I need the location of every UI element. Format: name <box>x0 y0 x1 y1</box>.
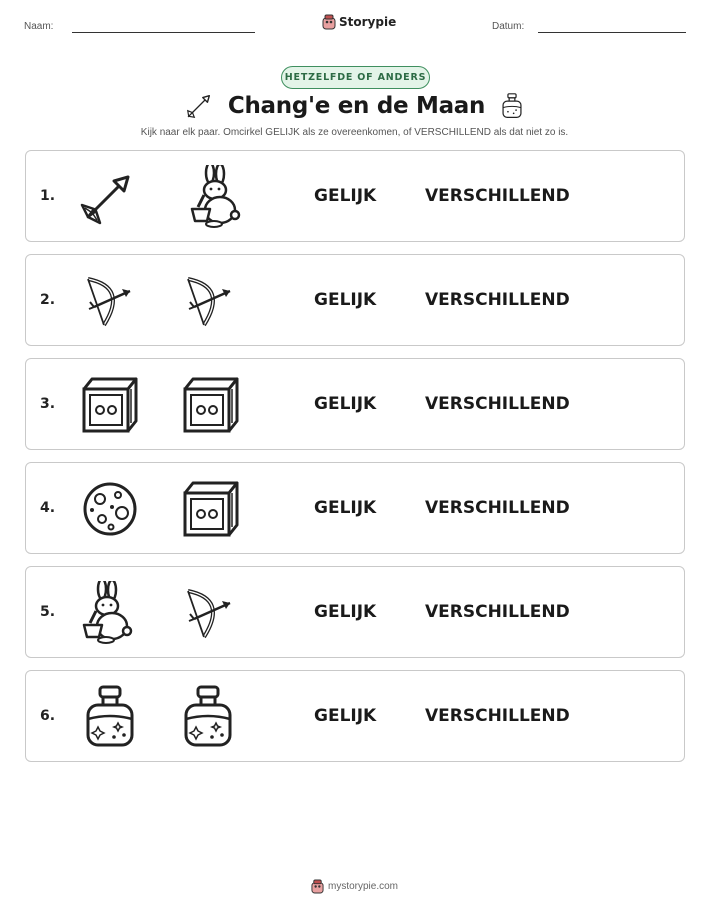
option-gelijk[interactable]: GELIJK <box>314 186 377 206</box>
moon-icon <box>78 477 142 541</box>
option-gelijk[interactable]: GELIJK <box>314 290 377 310</box>
row-number: 6. <box>40 708 56 724</box>
brand <box>322 14 396 30</box>
instructions: Kijk naar elk paar. Omcirkel GELIJK als ze overeenkomen, of VERSCHILLEND als dat niet zo is. <box>140 127 569 138</box>
potion-icon <box>78 685 142 749</box>
option-gelijk[interactable]: GELIJK <box>314 498 377 518</box>
comparison-row <box>25 670 685 762</box>
row-number: 2. <box>40 292 56 308</box>
arrow-icon <box>76 165 140 229</box>
row-number: 4. <box>40 500 56 516</box>
chest-icon <box>179 373 243 437</box>
bow-icon <box>176 269 240 333</box>
storypie-logo-icon <box>311 879 324 894</box>
option-verschillend[interactable]: VERSCHILLEND <box>425 706 570 726</box>
rabbit-icon <box>184 165 248 229</box>
comparison-row <box>25 358 685 450</box>
row-number: 5. <box>40 604 56 620</box>
option-gelijk[interactable]: GELIJK <box>314 602 377 622</box>
name-line[interactable] <box>72 32 255 33</box>
chest-icon <box>179 477 243 541</box>
comparison-row <box>25 566 685 658</box>
option-verschillend[interactable]: VERSCHILLEND <box>425 394 570 414</box>
row-number: 3. <box>40 396 56 412</box>
activity-badge: HETZELFDE OF ANDERS <box>281 66 430 89</box>
option-verschillend[interactable]: VERSCHILLEND <box>425 290 570 310</box>
storypie-logo-icon <box>322 14 336 30</box>
page-title: Chang'e en de Maan <box>227 93 486 119</box>
option-verschillend[interactable]: VERSCHILLEND <box>425 602 570 622</box>
title-row <box>0 90 709 122</box>
option-gelijk[interactable]: GELIJK <box>314 394 377 414</box>
footer <box>0 879 709 894</box>
potion-icon <box>499 90 525 122</box>
comparison-row <box>25 254 685 346</box>
chest-icon <box>78 373 142 437</box>
brand-name: Storypie <box>339 15 397 29</box>
comparison-row <box>25 150 685 242</box>
potion-icon <box>176 685 240 749</box>
comparison-row <box>25 462 685 554</box>
bow-icon <box>176 581 240 645</box>
option-gelijk[interactable]: GELIJK <box>314 706 377 726</box>
option-verschillend[interactable]: VERSCHILLEND <box>425 186 570 206</box>
name-label: Naam: <box>24 21 54 32</box>
row-number: 1. <box>40 188 56 204</box>
date-label: Datum: <box>492 21 525 32</box>
option-verschillend[interactable]: VERSCHILLEND <box>425 498 570 518</box>
arrow-icon <box>184 91 214 121</box>
date-line[interactable] <box>538 32 686 33</box>
rabbit-icon <box>76 581 140 645</box>
footer-url[interactable]: mystorypie.com <box>327 881 398 892</box>
bow-icon <box>76 269 140 333</box>
